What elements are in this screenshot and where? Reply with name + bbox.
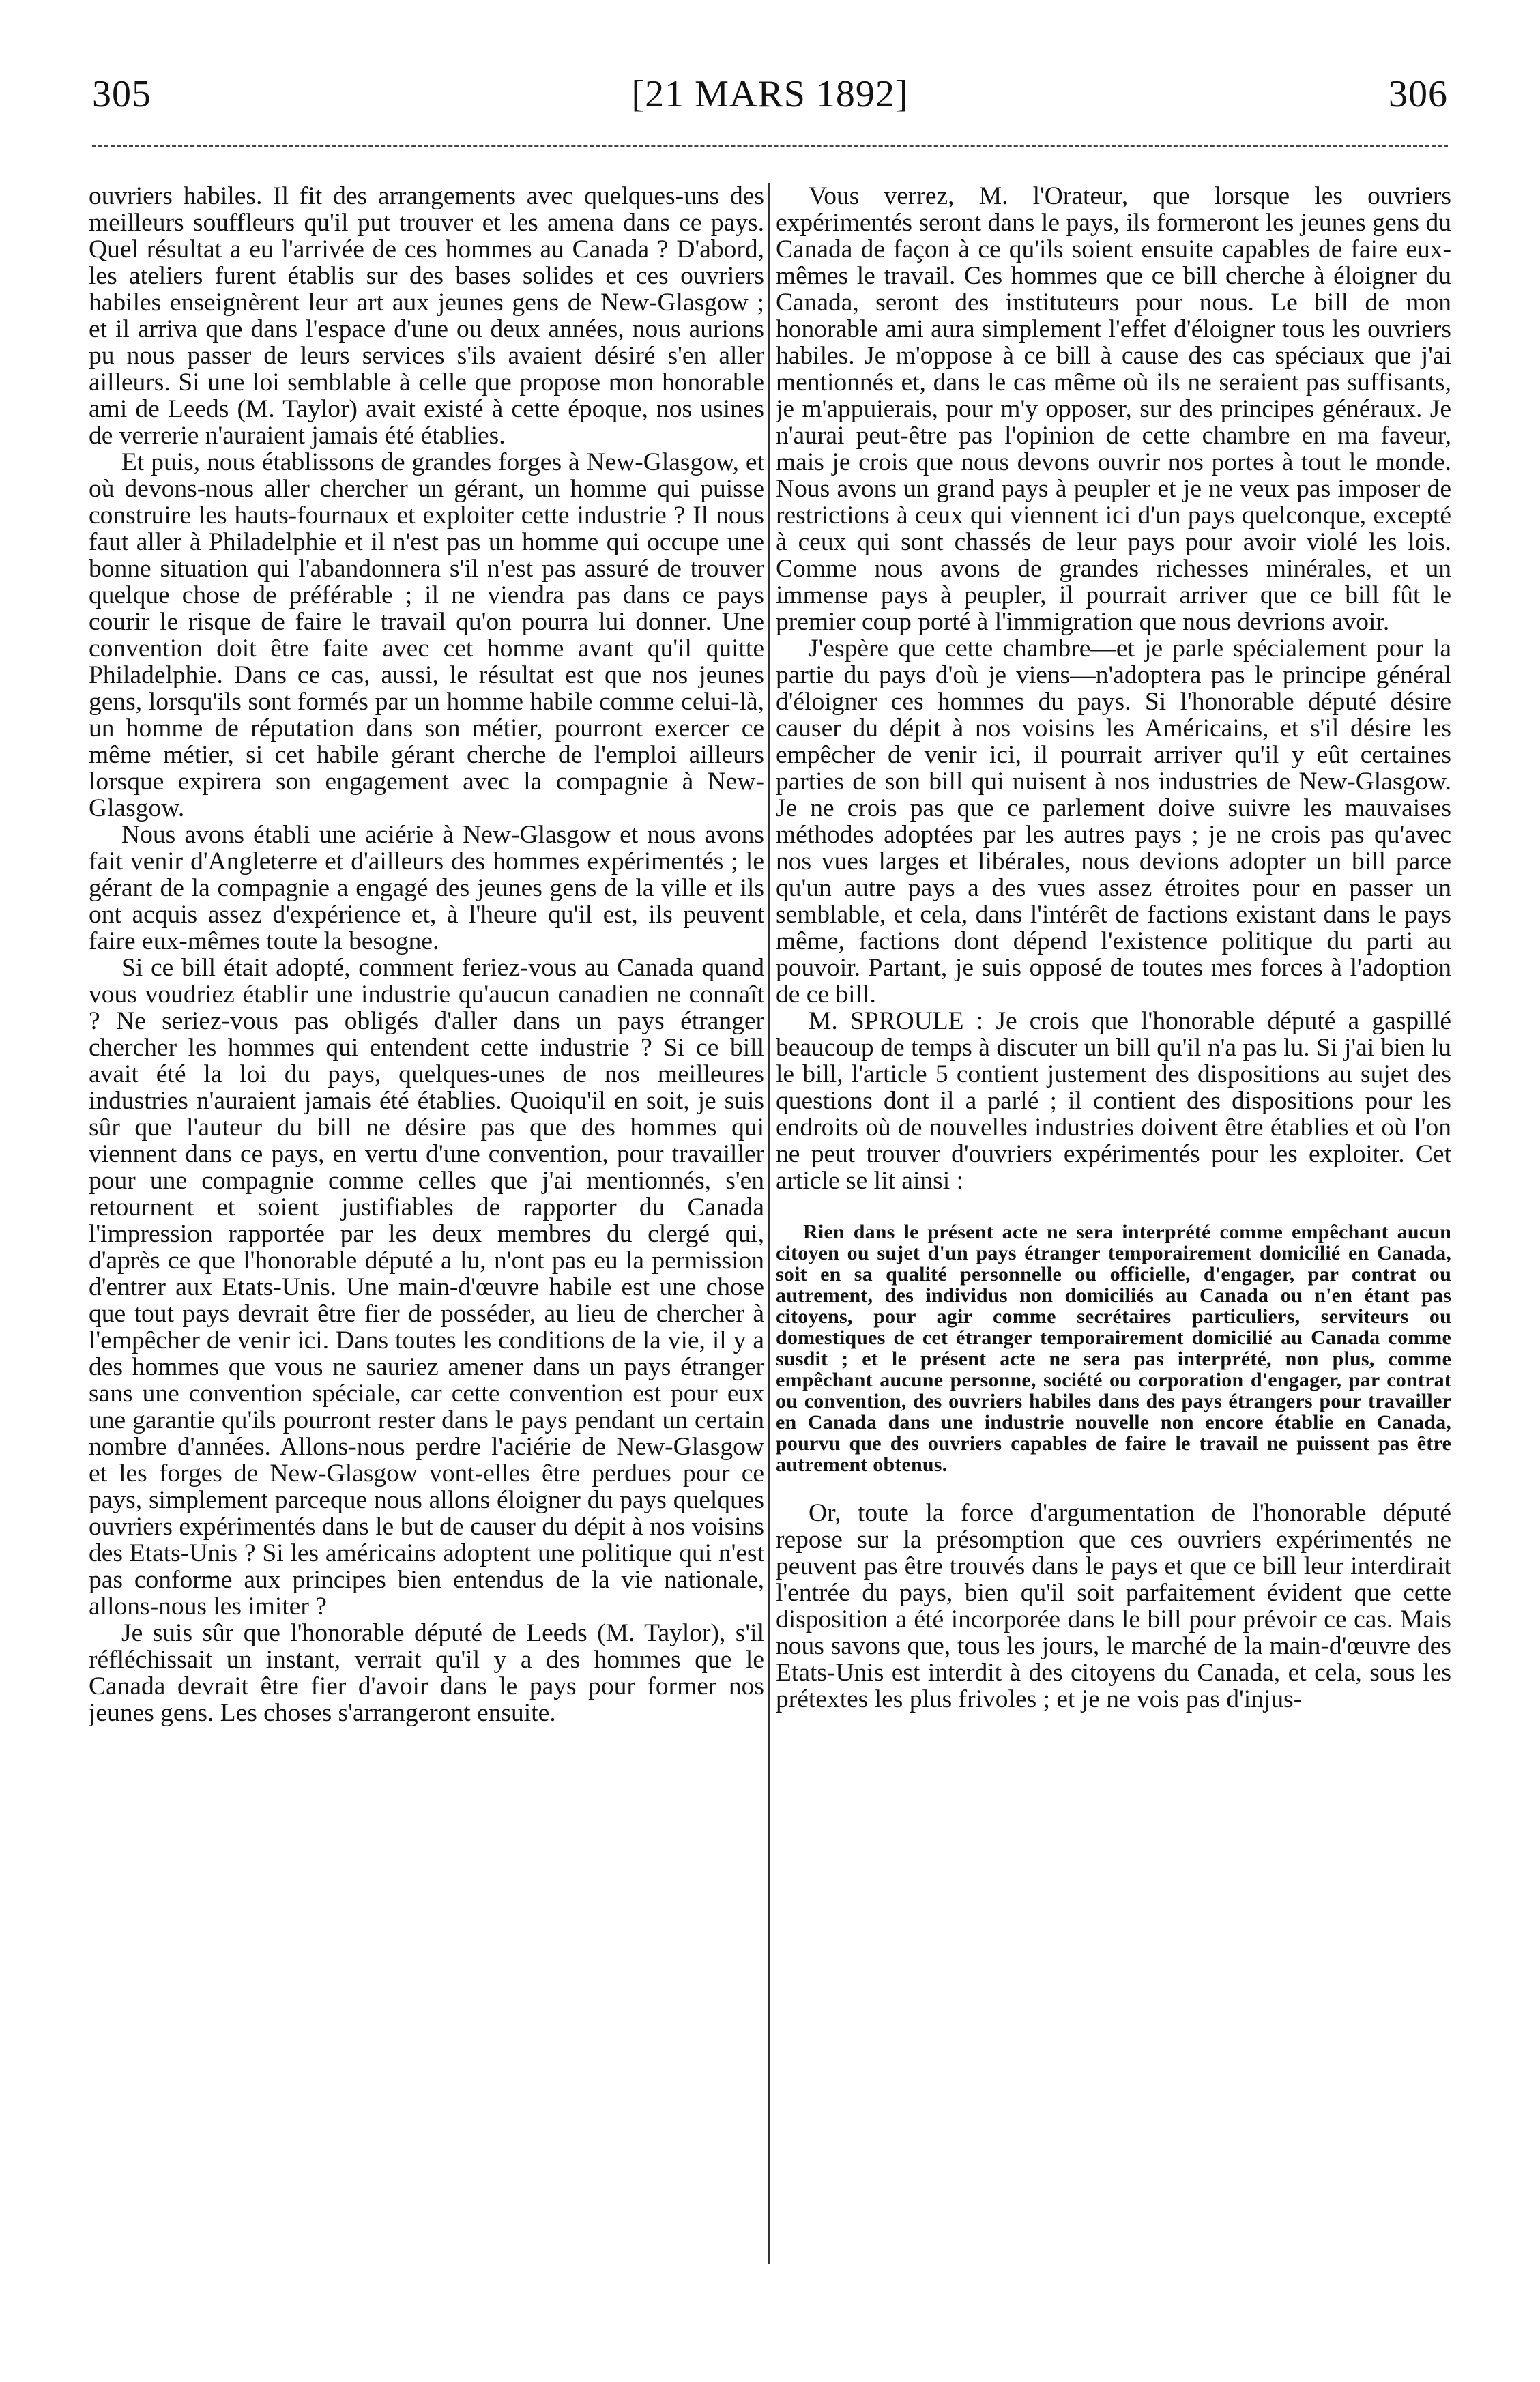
quoted-article: Rien dans le présent acte ne sera interprété comme empêchant aucun citoyen ou sujet d'un pays étranger temporairement domicilié en Canada, soit en sa qualité personnelle ou officielle, d'engager, par contrat ou autrement, des individus non domiciliés au Canada ou n'en étant pas citoyens, pour agir comme secrétaires particuliers, serviteurs ou domestiques de cet étranger temporairement domicilié au Canada comme susdit ; et le présent acte ne sera pas interprété, non plus, comme empêchant aucune personne, société ou corporation d'engager, par contrat ou convention, des ouvriers habiles dans des pays étrangers pour travailler en Canada dans une industrie nouvelle non encore établie en Canada, pourvu que des ouvriers capables de faire le travail ne puissent pas être autrement obtenus. (776, 1221, 1451, 1476)
page-header (92, 66, 1448, 123)
right-column (776, 183, 1451, 2353)
left-paragraph-5: Je suis sûr que l'honorable député de Leeds (M. Taylor), s'il réfléchissait un instant, verrait qu'il y a des hommes que le Canada devrait être fier d'avoir dans le pays pour former nos jeunes gens. Les choses s'arrangeront ensuite. (89, 1619, 764, 1727)
left-paragraph-4: Si ce bill était adopté, comment feriez-vous au Canada quand vous voudriez établir une industrie qu'aucun canadien ne connaît ? Ne seriez-vous pas obligés d'aller dans un pays étranger chercher les hommes qui entendent cette industrie ? Si ce bill avait été la loi du pays, quelques-unes de nos meilleures industries n'auraient jamais été établies. Quoiqu'il en soit, je suis sûr que l'auteur du bill ne désire pas que des hommes qui viennent dans ce pays, en vertu d'une convention, pour travailler pour une compagnie comme celles que j'ai mentionnés, s'en retournent et soient justifiables de rapporter du Canada l'impression rapportée par les deux membres du clergé qui, d'après ce que l'honorable député a lu, n'ont pas eu la permission d'entrer aux Etats-Unis. Une main-d'œuvre habile est une chose que tout pays devrait être fier de posséder, au lieu de chercher à l'empêcher de venir ici. Dans toutes les conditions de la vie, il y a des hommes que vous ne sauriez amener dans un pays étranger sans une convention spéciale, car cette convention est pour eux une garantie qu'ils pourront rester dans le pays pendant un certain nombre d'années. Allons-nous perdre l'aciérie de New-Glasgow et les forges de New-Glasgow vont-elles être perdues pour ce pays, simplement parceque nous allons éloigner du pays quelques ouvriers expérimentés dans le but de causer du dépit à nos voisins des Etats-Unis ? Si les américains adoptent une politique qui n'est pas conforme aux principes bien entendus de la vie nationale, allons-nous les imiter ? (89, 954, 764, 1621)
header-rule (92, 145, 1448, 147)
right-paragraph-4: Or, toute la force d'argumentation de l'honorable député repose sur la présomption que ces ouvriers expérimentés ne peuvent pas être trouvés dans le pays et que ce bill leur interdirait l'entrée du pays, bien qu'il soit parfaitement évident que cette disposition a été incorporée dans le bill pour prévoir ce cas. Mais nous savons que, tous les jours, le marché de la main-d'œuvre des Etats-Unis est interdit à des citoyens du Canada, et cela, sous les prétextes les plus frivoles ; et je ne vois pas d'injus- (776, 1499, 1451, 1713)
left-paragraph-2: Et puis, nous établissons de grandes forges à New-Glasgow, et où devons-nous aller chercher un gérant, un homme qui puisse construire les hauts-fournaux et exploiter cette industrie ? Il nous faut aller à Philadelphie et il n'est pas un homme qui occupe une bonne situation qui l'abandonnera s'il n'est pas assuré de trouver quelque chose de préférable ; il ne viendra pas dans ce pays courir le risque de faire le travail qu'on pourra lui donner. Une convention doit être faite avec cet homme avant qu'il quitte Philadelphie. Dans ce cas, aussi, le résultat est que nos jeunes gens, lorsqu'ils sont formés par un homme habile comme celui-là, un homme de réputation dans son métier, pourront exercer ce même métier, si cet habile gérant cherche de l'emploi ailleurs lorsque expirera son engagement avec la compagnie à New-Glasgow. (89, 448, 764, 822)
left-column (89, 183, 764, 2353)
left-page-number: 305 (92, 73, 151, 115)
header-date: [21 MARS 1892] (631, 73, 909, 115)
right-page-number: 306 (1389, 73, 1448, 115)
sproule-paragraph (776, 1008, 1451, 1194)
right-paragraph-2: J'espère que cette chambre—et je parle spécialement pour la partie du pays d'où je viens—n'adoptera pas le principe général d'éloigner ces hommes du pays. Si l'honorable député désire causer du dépit à nos voisins les Américains, et s'il désire les empêcher de venir ici, il pourrait arriver qu'il y eût certaines parties de son bill qui nuisent à nos industries de New-Glasgow. Je ne crois pas que ce parlement doive suivre les mauvaises méthodes adoptées par les autres pays ; je ne crois pas qu'avec nos vues larges et libérales, nous devions adopter un bill parce qu'un autre pays a des vues assez étroites pour en passer un semblable, et cela, dans l'intérêt de factions existant dans le pays même, factions dont dépend l'existence politique du parti au pouvoir. Partant, je suis opposé de toutes mes forces à l'adoption de ce bill. (776, 635, 1451, 1008)
speaker-name: M. SPROULE : (809, 1007, 984, 1035)
right-paragraph-1: Vous verrez, M. l'Orateur, que lorsque les ouvriers expérimentés seront dans le pays, ils formeront les jeunes gens du Canada de façon à ce qu'ils soient ensuite capables de faire eux-mêmes le travail. Ces hommes que ce bill cherche à éloigner du Canada, seront des instituteurs pour nous. Le bill de mon honorable ami aura simplement l'effet d'éloigner tous les ouvriers habiles. Je m'oppose à ce bill à cause des cas spéciaux que j'ai mentionnés et, dans le cas même où ils ne seraient pas suffisants, je m'appuierais, pour m'y opposer, sur des principes généraux. Je n'aurai peut-être pas l'opinion de cette chambre en ma faveur, mais je crois que nous devons ouvrir nos portes à tout le monde. Nous avons un grand pays à peupler et je ne veux pas imposer de restrictions à ceux qui viennent ici d'un pays quelconque, excepté à ceux qui sont chassés de leur pays pour avoir violé les lois. Comme nous avons de grandes richesses minérales, et un immense pays à peupler, il pourrait arriver que ce bill fût le premier coup porté à l'immigration que nous devrions avoir. (776, 183, 1451, 636)
left-paragraph-3: Nous avons établi une aciérie à New-Glasgow et nous avons fait venir d'Angleterre et d'ailleurs des hommes expérimentés ; le gérant de la compagnie a engagé des jeunes gens de la ville et ils ont acquis assez d'expérience et, à l'heure qu'il est, ils peuvent faire eux-mêmes toute la besogne. (89, 821, 764, 955)
left-paragraph-1: ouvriers habiles. Il fit des arrangements avec quelques-uns des meilleurs souffleurs qu'il put trouver et les amena dans ce pays. Quel résultat a eu l'arrivée de ces hommes au Canada ? D'abord, les ateliers furent établis sur des bases solides et ces ouvriers habiles enseignèrent leur art aux jeunes gens de New-Glasgow ; et il arriva que dans l'espace d'une ou deux années, nous aurions pu nous passer de leurs services s'ils avaient désiré s'en aller ailleurs. Si une loi semblable à celle que propose mon honorable ami de Leeds (M. Taylor) avait existé à cette époque, nos usines de verrerie n'auraient jamais été établies. (89, 183, 764, 450)
sproule-text: Je crois que l'honorable député a gaspillé beaucoup de temps à discuter un bill qu'il n'a pas lu. Si j'ai bien lu le bill, l'article 5 contient justement des dispositions au sujet des questions dont il a parlé ; il contient des dispositions pour les endroits où de nouvelles industries doivent être établies et où l'on ne peut trouver d'ouvriers expérimentés pour les exploiter. Cet article se lit ainsi : (776, 1007, 1451, 1195)
column-divider (768, 183, 770, 2264)
